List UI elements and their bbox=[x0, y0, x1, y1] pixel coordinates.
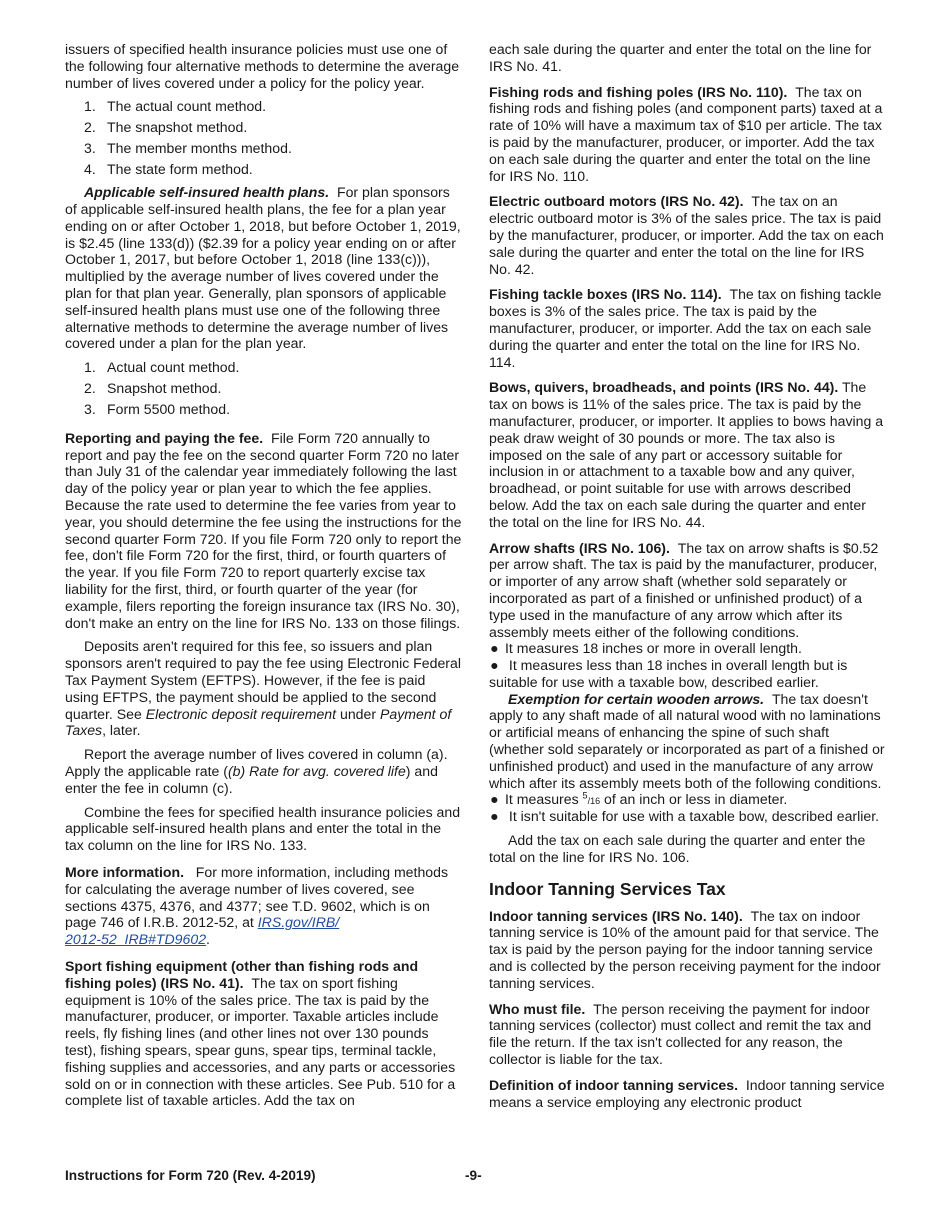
heading-sport-fishing: Sport fishing equipment (other than fishing rods and fishing poles) (IRS No. 41). bbox=[65, 957, 419, 991]
list-item: 2. The snapshot method. bbox=[84, 119, 248, 136]
irb-link[interactable]: IRS.gov/IRB/ 2012-52_IRB#TD9602 bbox=[65, 914, 340, 948]
bullet-item: ● It measures $^5$/16 of an inch or less in diameter. bbox=[490, 790, 788, 808]
left-column bbox=[65, 41, 462, 1116]
list-item: 3. The member months method. bbox=[84, 140, 292, 157]
paragraph-deposits: Deposits aren't required for this fee, so issuers and plan sponsors aren't required to pay the fee using Electronic Federal Tax Payment System (EFTPS). However, if the fee is paid using EFTPS, the payment should be applied to the second quarter. See Electronic deposit requirement under Payment of Taxes, later. bbox=[65, 638, 461, 739]
heading-tanning-definition: Definition of indoor tanning services. bbox=[489, 1076, 739, 1093]
paragraph-add-tax: Add the tax on each sale during the quarter and enter the total on the line for IRS No. 106. bbox=[489, 832, 866, 865]
list-insurance-methods bbox=[65, 98, 462, 178]
right-column bbox=[489, 41, 886, 1117]
paragraph-outboard-motors: Electric outboard motors (IRS No. 42). The tax on an electric outboard motor is 3% of the sales price. The tax is paid by the manufacturer, producer, or importer. Add the tax on each sale during the quarter and enter the total on the line for IRS No. 42. bbox=[489, 193, 884, 277]
list-item: 2. Snapshot method. bbox=[84, 380, 222, 397]
bullet-icon: ● bbox=[490, 640, 499, 657]
paragraph-tanning-services: Indoor tanning services (IRS No. 140). The tax on indoor tanning service is 10% of the amount paid for that service. The tax is paid by the person paying for the indoor tanning service and is collected by the person receiving payment for the indoor tanning services. bbox=[489, 907, 881, 991]
paragraph-arrow-shafts: Arrow shafts (IRS No. 106). The tax on arrow shafts is $0.52 per arrow shaft. The tax is paid by the manufacturer, producer, or importer of any arrow shaft (whether sold separately or incorporated as part of a finished or unfinished product) of a type used in the manufacture of any arrow which after its assembly meets either of the following conditions. bbox=[489, 539, 879, 640]
paragraph-insurance-intro: issuers of specified health insurance policies must use one of the following four alternative methods to determine the average number of lives covered under a policy for the policy year. bbox=[65, 41, 460, 91]
bullet-icon: ● bbox=[490, 657, 499, 674]
heading-more-information: More information. bbox=[65, 864, 185, 880]
heading-tanning-services: Indoor tanning services (IRS No. 140). bbox=[489, 907, 743, 924]
bullet-item: ● It measures 18 inches or more in overall length. bbox=[490, 640, 802, 657]
list-item: 1. Actual count method. bbox=[84, 359, 240, 376]
heading-outboard-motors: Electric outboard motors (IRS No. 42). bbox=[489, 193, 744, 210]
paragraph-sport-fishing-cont: each sale during the quarter and enter the total on the line for IRS No. 41. bbox=[489, 41, 872, 74]
bullet-item: ● It measures less than 18 inches in overall length but is suitable for use with a taxable bow, described earlier. bbox=[489, 657, 848, 690]
paragraph-self-insured-plans: Applicable self-insured health plans. For plan sponsors of applicable self-insured health plans, the fee for a plan year ending on or after October 1, 2018, but before October 1, 2019, is $2.45 (line 133(d)) ($2.39 for a policy year ending on or after October 1, 2017, but before October 1, 2018 (line 133(c))), multiplied by the average number of lives covered under the plan for that plan year. Generally, plan sponsors of applicable self-insured health plans must use one of the following three alternative methods to determine the average number of lives covered under a plan for the plan year. bbox=[65, 184, 461, 352]
paragraph-bows: Bows, quivers, broadheads, and points (IRS No. 44). The tax on bows is 11% of the sales price. The tax is paid by the manufacturer, producer, or importer. It applies to bows having a peak draw weight of 30 pounds or more. The tax also is imposed on the sale of any part or accessory suitable for inclusion in or attachment to a taxable bow and any quiver, broadhead, or point suitable for use with arrows described below. Add the tax on each sale during the quarter and enter the total on the line for IRS No. 44. bbox=[489, 379, 884, 530]
footer-form-title: Instructions for Form 720 (Rev. 4-2019) bbox=[65, 1168, 316, 1183]
paragraph-who-must-file: Who must file. The person receiving the payment for indoor tanning services (collector) must collect and remit the tax and file the return. If the tax isn't collected for any reason, the collector is liable for the tax. bbox=[489, 1000, 872, 1068]
heading-fishing-rods: Fishing rods and fishing poles (IRS No. 110). bbox=[489, 83, 788, 100]
list-item: 1. The actual count method. bbox=[84, 98, 267, 115]
list-item: 4. The state form method. bbox=[84, 161, 253, 178]
heading-reporting: Reporting and paying the fee. bbox=[65, 429, 264, 446]
heading-arrow-shafts: Arrow shafts (IRS No. 106). bbox=[489, 539, 670, 556]
paragraph-combine-fees: Combine the fees for specified health insurance policies and applicable self-insured health plans and enter the total in the tax column on the line for IRS No. 133. bbox=[65, 803, 461, 854]
paragraph-fishing-rods: Fishing rods and fishing poles (IRS No. 110). The tax on fishing rods and fishing poles (and component parts) taxed at a rate of 10% will have a maximum tax of $10 per article. The tax is paid by the manufacturer, producer, or importer. Add the tax on each sale during the quarter and enter the total on the line for IRS No. 110. bbox=[489, 83, 883, 184]
heading-wooden-arrows: Exemption for certain wooden arrows. bbox=[508, 690, 765, 707]
paragraph-wooden-arrows: Exemption for certain wooden arrows. The tax doesn't apply to any shaft made of all natural wood with no laminations or artificial means of enhancing the spine of such shaft (whether sold separately or incorporated as part of a finished or unfinished product) and used in the manufacture of any arrow which after its assembly meets both of the following conditions. bbox=[489, 690, 885, 791]
list-plan-methods bbox=[65, 359, 462, 418]
paragraph-tackle-boxes: Fishing tackle boxes (IRS No. 114). The tax on fishing tackle boxes is 3% of the sales price. The tax is paid by the manufacturer, producer, or importer. Add the tax on each sale during the quarter and enter the total on the line for IRS No. 114. bbox=[489, 286, 882, 370]
page-number: -9- bbox=[465, 1168, 482, 1183]
bullet-icon: ● bbox=[490, 808, 499, 825]
bullet-item: ● It isn't suitable for use with a taxable bow, described earlier. bbox=[490, 808, 880, 825]
heading-tackle-boxes: Fishing tackle boxes (IRS No. 114). bbox=[489, 286, 722, 303]
paragraph-sport-fishing: Sport fishing equipment (other than fishing rods and fishing poles) (IRS No. 41). The tax on sport fishing equipment is 10% of the sales price. The tax is paid by the manufacturer, producer, or importer. Taxable articles include reels, fly fishing lines (and other lines not over 130 pounds test), fishing spears, spear guns, spear tips, terminal tackle, fishing supplies and accessories, and any parts or accessories sold on or in connection with these articles. See Pub. 510 for a complete list of taxable articles. Add the tax on bbox=[65, 957, 456, 1109]
bullet-icon: ● bbox=[490, 791, 499, 808]
heading-who-must-file: Who must file. bbox=[489, 1000, 586, 1017]
heading-self-insured-plans: Applicable self-insured health plans. bbox=[84, 184, 330, 201]
section-title-tanning: Indoor Tanning Services Tax bbox=[489, 878, 726, 899]
paragraph-tanning-definition: Definition of indoor tanning services. Indoor tanning service means a service employing any electronic product bbox=[489, 1076, 885, 1110]
list-item: 3. Form 5500 method. bbox=[84, 401, 230, 418]
paragraph-more-information: More information. For more information, including methods for calculating the average number of lives covered, see sections 4375, 4376, and 4377; see T.D. 9602, which is on page 746 of I.R.B. 2012-52, at IRS.gov/IRB/ 2012-52_IRB#TD9602. bbox=[65, 864, 449, 948]
paragraph-reporting: Reporting and paying the fee. File Form 720 annually to report and pay the fee on the second quarter Form 720 no later than July 31 of the calendar year immediately following the last day of the policy year or plan year to which the fee applies. Because the rate used to determine the fee varies from year to year, you should determine the fee using the instructions for the second quarter Form 720. If you file Form 720 only to report the fee, don't file Form 720 for the first, third, or fourth quarters of the year. If you file Form 720 to report quarterly excise tax liability for the first, third, or fourth quarter of the year (for example, filers reporting the foreign insurance tax (IRS No. 30), don't make an entry on the line for IRS No. 133 on those filings. bbox=[65, 429, 462, 631]
heading-bows: Bows, quivers, broadheads, and points (IRS No. 44). bbox=[489, 379, 839, 396]
paragraph-average-lives: Report the average number of lives covered in column (a). Apply the applicable rate ((b) Rate for avg. covered life) and enter the fee in column (c). bbox=[65, 746, 448, 796]
